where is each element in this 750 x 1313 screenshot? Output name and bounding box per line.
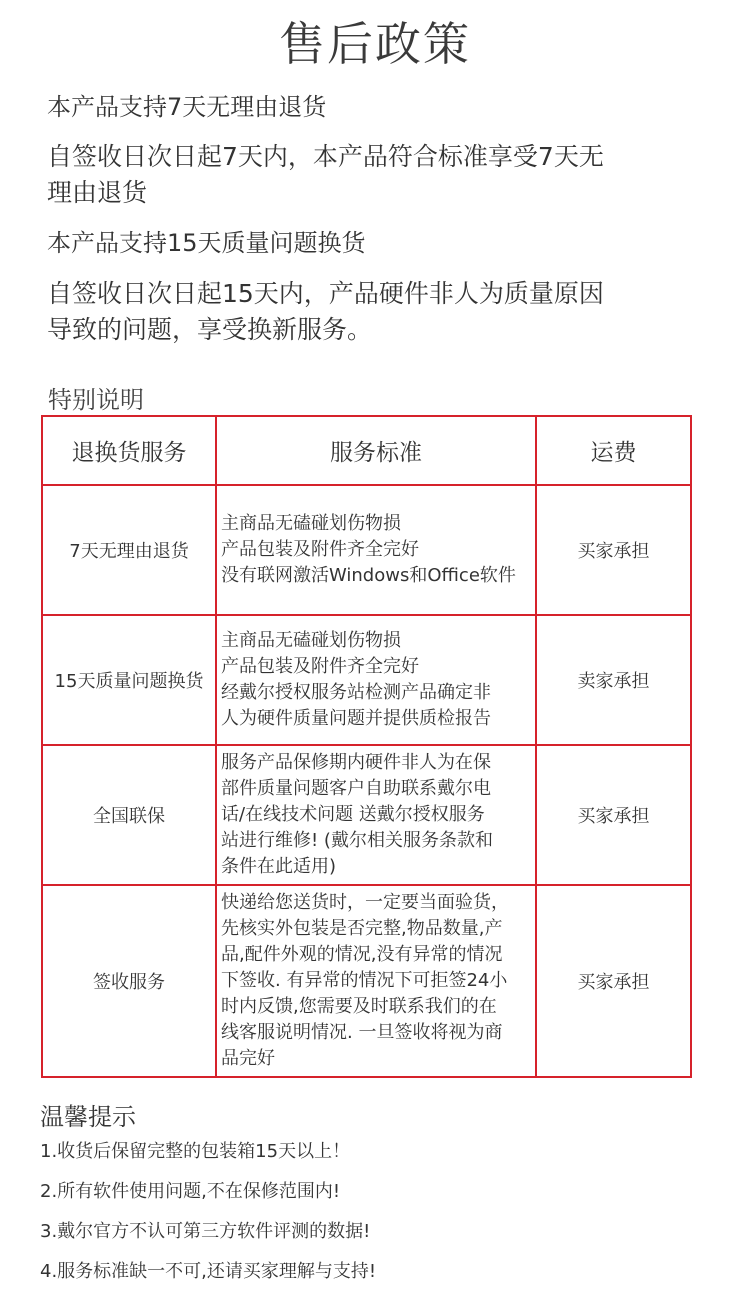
standard-line: 没有联网激活Windows和Office软件 — [221, 565, 516, 586]
standard-line: 线客服说明情况. 一旦签收将视为商 — [221, 1022, 503, 1043]
header-service: 退换货服务 — [42, 416, 216, 485]
row-service: 全国联保 — [42, 745, 216, 885]
row-fee: 买家承担 — [536, 745, 691, 885]
row-fee: 买家承担 — [536, 485, 691, 615]
standard-line: 服务产品保修期内硬件非人为在保 — [221, 752, 491, 773]
standard-line: 产品包装及附件齐全完好 — [221, 539, 419, 560]
exchange-policy-details — [47, 276, 707, 348]
header-standard: 服务标准 — [216, 416, 536, 485]
standard-line: 快递给您送货时，一定要当面验货， — [221, 892, 509, 913]
return-policy-details — [47, 139, 707, 211]
row-standard — [216, 485, 536, 615]
table-row — [42, 885, 691, 1077]
row-service: 签收服务 — [42, 885, 216, 1077]
exchange-policy-heading: 本产品支持15天质量问题换货 — [47, 229, 366, 257]
return-policy-text-line-2: 理由退货 — [47, 178, 148, 207]
tip-item: 2.所有软件使用问题,不在保修范围内! — [40, 1181, 341, 1202]
row-service: 7天无理由退货 — [42, 485, 216, 615]
standard-line: 话/在线技术问题 送戴尔授权服务 — [221, 804, 485, 825]
header-fee: 运费 — [536, 416, 691, 485]
standard-line: 条件在此适用) — [221, 856, 337, 877]
return-policy — [47, 90, 707, 124]
exchange-policy-text-line-1: 自签收日次日起15天内，产品硬件非人为质量原因 — [47, 279, 604, 308]
tip-item: 3.戴尔官方不认可第三方软件评测的数据! — [40, 1221, 371, 1242]
standard-line: 时内反馈,您需要及时联系我们的在 — [221, 996, 497, 1017]
standard-line: 部件质量问题客户自助联系戴尔电 — [221, 778, 491, 799]
service-table — [41, 415, 692, 1078]
row-standard — [216, 885, 536, 1077]
tips-title: 温馨提示 — [40, 1103, 136, 1131]
exchange-policy — [47, 226, 707, 260]
table-row — [42, 745, 691, 885]
row-service: 15天质量问题换货 — [42, 615, 216, 745]
standard-line: 站进行维修! (戴尔相关服务条款和 — [221, 830, 493, 851]
standard-line: 主商品无磕碰划伤物损 — [221, 630, 401, 651]
standard-line: 下签收. 有异常的情况下可拒签24小 — [221, 970, 508, 991]
standard-line: 产品包装及附件齐全完好 — [221, 656, 419, 677]
row-standard — [216, 745, 536, 885]
row-standard — [216, 615, 536, 745]
standard-line: 品完好 — [221, 1048, 275, 1069]
exchange-policy-text-line-2: 导致的问题，享受换新服务。 — [47, 315, 373, 344]
page-title: 售后政策 — [279, 17, 471, 71]
row-fee: 卖家承担 — [536, 615, 691, 745]
standard-line: 主商品无磕碰划伤物损 — [221, 513, 401, 534]
return-policy-heading: 本产品支持7天无理由退货 — [47, 93, 327, 121]
standard-line: 人为硬件质量问题并提供质检报告 — [221, 708, 491, 729]
standard-line: 品,配件外观的情况,没有异常的情况 — [221, 944, 503, 965]
table-row — [42, 615, 691, 745]
table-header-row — [42, 416, 691, 485]
special-note-label: 特别说明 — [48, 386, 144, 414]
tip-item: 4.服务标准缺一不可,还请买家理解与支持! — [40, 1261, 377, 1282]
standard-line: 先核实外包装是否完整,物品数量,产 — [221, 918, 503, 939]
table-row — [42, 485, 691, 615]
return-policy-text-line-1: 自签收日次日起7天内，本产品符合标准享受7天无 — [47, 142, 604, 171]
standard-line: 经戴尔授权服务站检测产品确定非 — [221, 682, 491, 703]
row-fee: 买家承担 — [536, 885, 691, 1077]
tip-item: 1.收货后保留完整的包装箱15天以上！ — [40, 1141, 351, 1162]
